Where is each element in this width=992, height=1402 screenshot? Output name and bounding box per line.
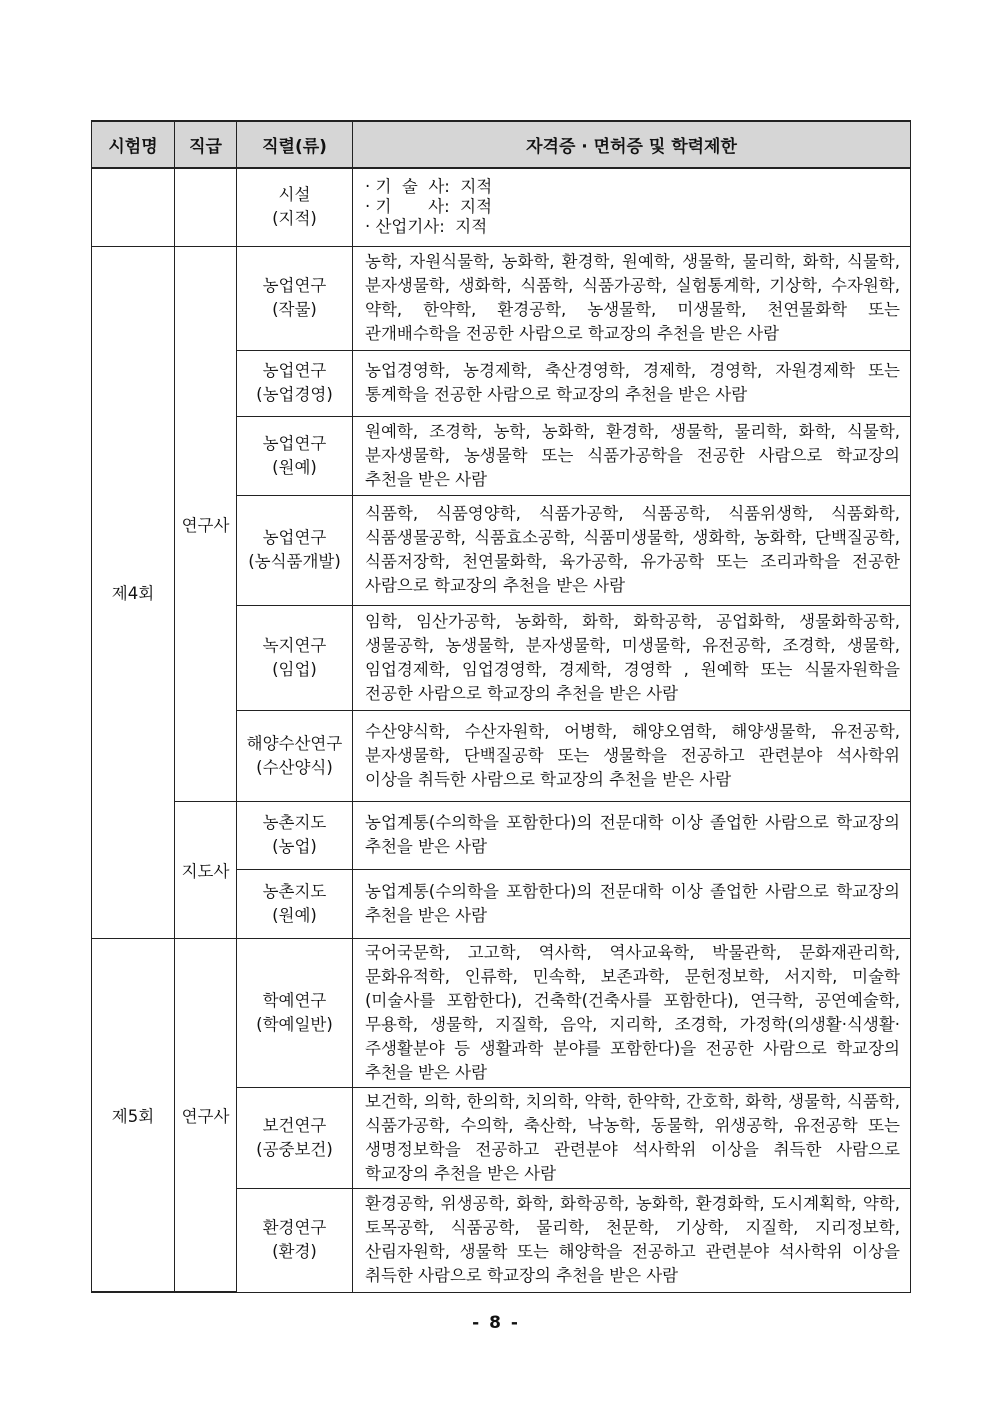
exam-cell bbox=[92, 168, 175, 246]
series-sub: (수산양식) bbox=[256, 757, 333, 777]
series-name: 농업연구 bbox=[262, 276, 327, 295]
header-grade: 직급 bbox=[175, 121, 237, 168]
qualification-table bbox=[91, 120, 911, 1293]
grade-cell: 연구사 bbox=[175, 246, 237, 801]
requirement-cell bbox=[353, 168, 911, 246]
grade-cell: 연구사 bbox=[175, 938, 237, 1292]
series-name: 환경연구 bbox=[262, 1218, 327, 1237]
series-cell bbox=[237, 168, 353, 246]
header-exam: 시험명 bbox=[92, 121, 175, 168]
requirement-cell: 농업경영학, 농경제학, 축산경영학, 경제학, 경영학, 자원경제학 또는 통계학을 전공한 사람으로 학교장의 추천을 받은 사람 bbox=[353, 350, 911, 416]
series-sub: (지적) bbox=[272, 209, 317, 229]
series-sub: (농업) bbox=[272, 837, 317, 856]
exam-cell: 제5회 bbox=[92, 938, 175, 1292]
series-name: 농업연구 bbox=[262, 361, 327, 380]
requirement-line: · 산업기사: 지적 bbox=[365, 217, 488, 237]
grade-cell bbox=[175, 168, 237, 246]
header-row bbox=[92, 121, 911, 168]
page-number: - 8 - bbox=[472, 1313, 520, 1333]
series-name: 녹지연구 bbox=[262, 635, 327, 655]
series-sub: (원예) bbox=[272, 457, 317, 477]
series-cell bbox=[237, 938, 353, 1087]
series-sub: (작물) bbox=[272, 300, 317, 319]
series-name: 시설 bbox=[278, 185, 311, 205]
requirement-cell: 식품학, 식품영양학, 식품가공학, 식품공학, 식품위생학, 식품화학, 식품생물공학, 식품효소공학, 식품미생물학, 생화학, 농화학, 단백질공학, 식품저장학, 천연물화학, 육가공학, 유가공학 또는 조리과학을 전공한 사람으로 학교장의 추천을 받은 사람 bbox=[353, 495, 911, 605]
series-name: 농업연구 bbox=[262, 433, 327, 453]
series-cell bbox=[237, 710, 353, 801]
series-name: 보건연구 bbox=[262, 1115, 327, 1135]
requirement-cell: 농업계통(수의학을 포함한다)의 전문대학 이상 졸업한 사람으로 학교장의 추천을 받은 사람 bbox=[353, 869, 911, 938]
table-row bbox=[92, 801, 911, 869]
series-sub: (임업) bbox=[272, 659, 317, 679]
requirement-cell: 환경공학, 위생공학, 화학, 화학공학, 농화학, 환경화학, 도시계획학, 약학, 토목공학, 식품공학, 물리학, 천문학, 기상학, 지질학, 지리정보학, 산림자원학, 생물학 또는 해양학을 전공하고 관련분야 석사학위 이상을 취득한 사람으로 학교장의 추천을 받은 사람 bbox=[353, 1188, 911, 1292]
requirement-cell: 농학, 자원식물학, 농화학, 환경학, 원예학, 생물학, 물리학, 화학, 식물학, 분자생물학, 생화학, 식품학, 식품가공학, 실험통계학, 기상학, 수자원학, 약학, 한약학, 환경공학, 농생물학, 미생물학, 천연물화학 또는 관개배수학을 전공한 사람으로 학교장의 추천을 받은 사람 bbox=[353, 246, 911, 350]
series-sub: (공중보건) bbox=[256, 1139, 333, 1159]
series-cell bbox=[237, 801, 353, 869]
requirement-cell: 수산양식학, 수산자원학, 어병학, 해양오염학, 해양생물학, 유전공학, 분자생물학, 단백질공학 또는 생물학을 전공하고 관련분야 석사학위 이상을 취득한 사람으로 학교장의 추천을 받은 사람 bbox=[353, 710, 911, 801]
series-cell bbox=[237, 246, 353, 350]
series-cell bbox=[237, 495, 353, 605]
series-cell bbox=[237, 1087, 353, 1188]
series-cell bbox=[237, 350, 353, 416]
table-row bbox=[92, 168, 911, 246]
grade-cell: 지도사 bbox=[175, 801, 237, 938]
series-name: 농촌지도 bbox=[262, 813, 327, 832]
series-sub: (농식품개발) bbox=[248, 552, 341, 571]
series-cell bbox=[237, 1188, 353, 1292]
requirement-cell: 보건학, 의학, 한의학, 치의학, 약학, 한약학, 간호학, 화학, 생물학, 식품학, 식품가공학, 수의학, 축산학, 낙농학, 동물학, 위생공학, 유전공학 또는 생명정보학을 전공하고 관련분야 석사학위 이상을 취득한 사람으로 학교장의 추천을 받은 사람 bbox=[353, 1087, 911, 1188]
series-sub: (환경) bbox=[272, 1242, 317, 1261]
series-cell bbox=[237, 605, 353, 710]
table-row bbox=[92, 246, 911, 350]
exam-cell: 제4회 bbox=[92, 246, 175, 938]
series-name: 농업연구 bbox=[262, 528, 327, 547]
requirement-cell: 원예학, 조경학, 농학, 농화학, 환경학, 생물학, 물리학, 화학, 식물학, 분자생물학, 농생물학 또는 식품가공학을 전공한 사람으로 학교장의 추천을 받은 사람 bbox=[353, 416, 911, 495]
series-sub: (학예일반) bbox=[256, 1014, 333, 1034]
requirement-cell: 농업계통(수의학을 포함한다)의 전문대학 이상 졸업한 사람으로 학교장의 추천을 받은 사람 bbox=[353, 801, 911, 869]
header-series: 직렬(류) bbox=[237, 121, 353, 168]
series-name: 학예연구 bbox=[262, 990, 327, 1010]
series-cell bbox=[237, 869, 353, 938]
series-sub: (농업경영) bbox=[256, 385, 333, 404]
series-sub: (원예) bbox=[272, 905, 317, 925]
requirement-cell: 임학, 임산가공학, 농화학, 화학, 화학공학, 공업화학, 생물화학공학, 생물공학, 농생물학, 분자생물학, 미생물학, 유전공학, 조경학, 생물학, 임업경제학, 임업경영학, 경제학, 경영학 , 원예학 또는 식물자원학을 전공한 사람으로 학교장의 추천을 받은 사람 bbox=[353, 605, 911, 710]
requirement-cell: 국어국문학, 고고학, 역사학, 역사교육학, 박물관학, 문화재관리학, 문화유적학, 인류학, 민속학, 보존과학, 문헌정보학, 서지학, 미술학(미술사를 포함한다), 건축학(건축사를 포함한다), 연극학, 공연예술학, 무용학, 생물학, 지질학, 음악, 지리학, 조경학, 가정학(의생활·식생활·주생활분야 등 생활과학 분야를 포함한다)을 전공한 사람으로 학교장의 추천을 받은 사람 bbox=[353, 938, 911, 1087]
requirement-line: · 기 사: 지적 bbox=[365, 197, 493, 217]
requirement-line: · 기 술 사: 지적 bbox=[365, 177, 493, 197]
series-cell bbox=[237, 416, 353, 495]
table-row bbox=[92, 938, 911, 1087]
header-requirements: 자격증 · 면허증 및 학력제한 bbox=[353, 121, 911, 168]
series-name: 해양수산연구 bbox=[246, 733, 343, 753]
series-name: 농촌지도 bbox=[262, 881, 327, 901]
